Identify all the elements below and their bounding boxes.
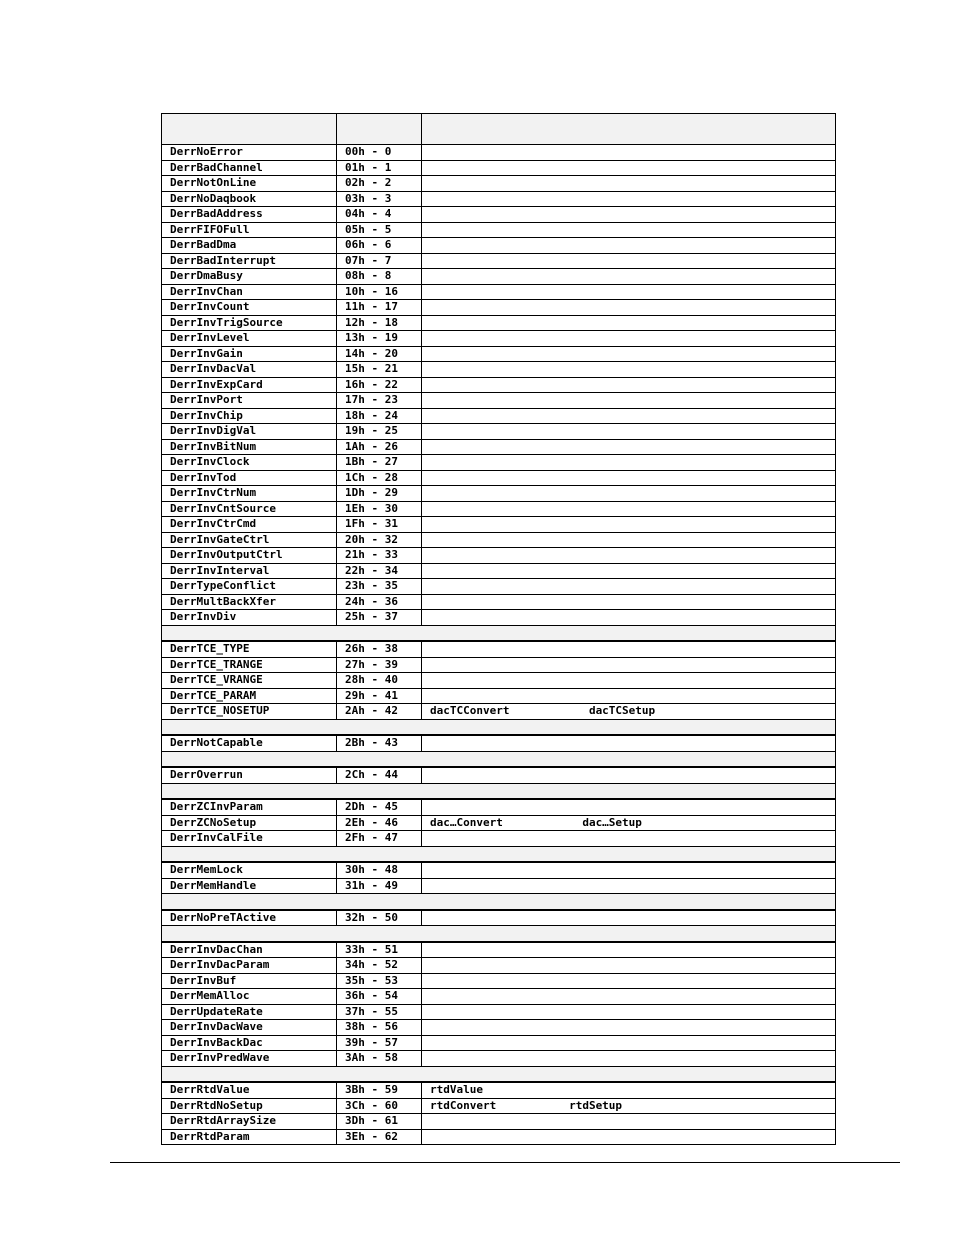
table-row [162,517,836,533]
error-code-cell: 1Ch - 28 [337,470,422,486]
error-name-cell: DerrInvTod [162,470,337,486]
table-row [162,377,836,393]
table-row [162,1051,836,1067]
error-description-cell [422,145,836,161]
error-name-cell: DerrMemAlloc [162,989,337,1005]
error-description-cell [422,408,836,424]
table-row [162,735,836,751]
error-code-cell: 11h - 17 [337,300,422,316]
table-row [162,238,836,254]
table-row [162,362,836,378]
error-description-cell [422,799,836,815]
error-description-cell [422,989,836,1005]
error-code-table [161,113,836,1145]
table-row [162,973,836,989]
error-code-cell: 18h - 24 [337,408,422,424]
error-code-cell: 36h - 54 [337,989,422,1005]
error-description-cell [422,300,836,316]
error-name-cell: DerrInvGain [162,346,337,362]
table-row [162,989,836,1005]
table-row [162,799,836,815]
table-row [162,1004,836,1020]
error-code-cell: 17h - 23 [337,393,422,409]
error-description-cell [422,160,836,176]
error-name-cell: DerrInvCtrCmd [162,517,337,533]
error-description-cell [422,942,836,958]
table-row [162,673,836,689]
table-row [162,207,836,223]
error-description-cell [422,1051,836,1067]
table-row [162,331,836,347]
error-code-cell: 05h - 5 [337,222,422,238]
error-code-cell: 3Ch - 60 [337,1098,422,1114]
error-description-cell [422,862,836,878]
error-code-cell: 29h - 41 [337,688,422,704]
table-row [162,160,836,176]
table-row [162,145,836,161]
table-row [162,910,836,926]
error-name-cell: DerrTCE_VRANGE [162,673,337,689]
table-row [162,393,836,409]
table-row [162,878,836,894]
error-description-cell [422,1114,836,1130]
error-code-cell: 13h - 19 [337,331,422,347]
error-description-cell [422,958,836,974]
error-name-cell: DerrNoPreTActive [162,910,337,926]
error-name-cell: DerrRtdValue [162,1082,337,1098]
error-description-cell [422,1020,836,1036]
table-row [162,594,836,610]
error-description-cell [422,176,836,192]
error-name-cell: DerrDmaBusy [162,269,337,285]
error-code-cell: 37h - 55 [337,1004,422,1020]
table-row [162,346,836,362]
table-row [162,532,836,548]
error-description-cell [422,767,836,783]
error-name-cell: DerrInvGateCtrl [162,532,337,548]
table-row [162,657,836,673]
error-name-cell: DerrTCE_PARAM [162,688,337,704]
error-description-cell [422,579,836,595]
group-separator-row [162,719,836,735]
error-code-cell: 39h - 57 [337,1035,422,1051]
error-description-cell [422,735,836,751]
table-row [162,831,836,847]
error-code-cell: 22h - 34 [337,563,422,579]
error-description-cell [422,470,836,486]
error-description-cell [422,594,836,610]
error-code-cell: 3Bh - 59 [337,1082,422,1098]
error-code-cell: 2Ch - 44 [337,767,422,783]
table-row [162,408,836,424]
error-name-cell: DerrNoDaqbook [162,191,337,207]
table-row [162,222,836,238]
error-name-cell: DerrInvLevel [162,331,337,347]
error-code-cell: 19h - 25 [337,424,422,440]
error-name-cell: DerrTCE_NOSETUP [162,704,337,720]
table-row [162,315,836,331]
error-name-cell: DerrInvPredWave [162,1051,337,1067]
table-row [162,958,836,974]
error-description-cell [422,377,836,393]
error-name-cell: DerrInvCount [162,300,337,316]
error-description-cell [422,673,836,689]
group-separator-row [162,1066,836,1082]
error-code-cell: 1Ah - 26 [337,439,422,455]
error-code-cell: 01h - 1 [337,160,422,176]
group-separator-cell [162,625,836,641]
error-name-cell: DerrNotCapable [162,735,337,751]
group-separator-cell [162,751,836,767]
error-code-cell: 23h - 35 [337,579,422,595]
error-name-cell: DerrNotOnLine [162,176,337,192]
error-name-cell: DerrInvPort [162,393,337,409]
error-name-cell: DerrInvInterval [162,563,337,579]
table-row [162,176,836,192]
table-row [162,424,836,440]
error-name-cell: DerrInvDacVal [162,362,337,378]
table-row [162,1035,836,1051]
table-row [162,815,836,831]
error-description-cell [422,269,836,285]
error-code-cell: 14h - 20 [337,346,422,362]
error-code-cell: 1Bh - 27 [337,455,422,471]
error-code-cell: 35h - 53 [337,973,422,989]
group-separator-row [162,751,836,767]
error-name-cell: DerrMemHandle [162,878,337,894]
table-row [162,1082,836,1098]
group-separator-row [162,846,836,862]
error-code-cell: 2Ah - 42 [337,704,422,720]
error-code-cell: 10h - 16 [337,284,422,300]
error-description-cell [422,455,836,471]
error-description-cell [422,878,836,894]
error-description-cell [422,1035,836,1051]
error-code-cell: 1Eh - 30 [337,501,422,517]
table-row [162,1098,836,1114]
table-row [162,284,836,300]
error-code-cell: 03h - 3 [337,191,422,207]
error-description-cell [422,610,836,626]
error-code-cell: 00h - 0 [337,145,422,161]
header-cell-description [422,114,836,145]
error-name-cell: DerrFIFOFull [162,222,337,238]
error-description-cell [422,253,836,269]
error-description-cell: dac…Convert dac…Setup [422,815,836,831]
error-code-cell: 21h - 33 [337,548,422,564]
error-name-cell: DerrInvOutputCtrl [162,548,337,564]
error-code-cell: 2Bh - 43 [337,735,422,751]
table-row [162,548,836,564]
error-name-cell: DerrOverrun [162,767,337,783]
error-code-cell: 06h - 6 [337,238,422,254]
error-description-cell [422,563,836,579]
error-name-cell: DerrInvCalFile [162,831,337,847]
error-name-cell: DerrInvClock [162,455,337,471]
error-description-cell [422,548,836,564]
error-description-cell [422,284,836,300]
error-code-cell: 3Ah - 58 [337,1051,422,1067]
error-description-cell [422,331,836,347]
error-code-cell: 1Fh - 31 [337,517,422,533]
error-code-cell: 26h - 38 [337,641,422,657]
error-table-body [162,114,836,1145]
error-name-cell: DerrNoError [162,145,337,161]
table-row [162,641,836,657]
error-name-cell: DerrInvDiv [162,610,337,626]
error-code-cell: 08h - 8 [337,269,422,285]
error-name-cell: DerrInvChip [162,408,337,424]
error-name-cell: DerrTCE_TYPE [162,641,337,657]
error-code-cell: 20h - 32 [337,532,422,548]
error-description-cell [422,641,836,657]
error-description-cell [422,346,836,362]
error-name-cell: DerrInvBackDac [162,1035,337,1051]
error-description-cell [422,657,836,673]
error-code-cell: 25h - 37 [337,610,422,626]
error-name-cell: DerrMultBackXfer [162,594,337,610]
error-name-cell: DerrInvBuf [162,973,337,989]
group-separator-row [162,894,836,910]
error-name-cell: DerrMemLock [162,862,337,878]
error-name-cell: DerrBadInterrupt [162,253,337,269]
error-code-cell: 27h - 39 [337,657,422,673]
error-description-cell [422,1129,836,1145]
group-separator-cell [162,1066,836,1082]
error-code-cell: 32h - 50 [337,910,422,926]
error-description-cell [422,517,836,533]
footer-rule [110,1162,900,1163]
error-description-cell [422,486,836,502]
error-description-cell [422,315,836,331]
table-row [162,1020,836,1036]
error-code-cell: 30h - 48 [337,862,422,878]
error-description-cell [422,831,836,847]
table-row [162,191,836,207]
error-name-cell: DerrZCInvParam [162,799,337,815]
group-separator-cell [162,894,836,910]
table-row [162,862,836,878]
table-row [162,269,836,285]
table-row [162,253,836,269]
group-separator-cell [162,783,836,799]
error-name-cell: DerrTypeConflict [162,579,337,595]
table-row [162,1114,836,1130]
error-name-cell: DerrTCE_TRANGE [162,657,337,673]
error-code-cell: 34h - 52 [337,958,422,974]
table-row [162,470,836,486]
table-row [162,486,836,502]
error-name-cell: DerrInvBitNum [162,439,337,455]
error-name-cell: DerrBadDma [162,238,337,254]
table-row [162,942,836,958]
error-description-cell [422,424,836,440]
table-header-row [162,114,836,145]
table-row [162,1129,836,1145]
table-row [162,563,836,579]
error-code-cell: 02h - 2 [337,176,422,192]
group-separator-cell [162,846,836,862]
group-separator-cell [162,719,836,735]
table-row [162,579,836,595]
error-description-cell [422,439,836,455]
error-description-cell [422,501,836,517]
error-description-cell: rtdConvert rtdSetup [422,1098,836,1114]
error-code-cell: 3Eh - 62 [337,1129,422,1145]
error-name-cell: DerrInvDacParam [162,958,337,974]
error-name-cell: DerrBadAddress [162,207,337,223]
error-code-cell: 07h - 7 [337,253,422,269]
table-row [162,610,836,626]
error-code-cell: 1Dh - 29 [337,486,422,502]
table-row [162,455,836,471]
error-code-cell: 2Fh - 47 [337,831,422,847]
error-description-cell: dacTCConvert dacTCSetup [422,704,836,720]
error-name-cell: DerrRtdParam [162,1129,337,1145]
error-name-cell: DerrZCNoSetup [162,815,337,831]
error-name-cell: DerrInvDacWave [162,1020,337,1036]
table-row [162,501,836,517]
table-row [162,767,836,783]
error-description-cell [422,910,836,926]
table-row [162,439,836,455]
error-code-cell: 2Eh - 46 [337,815,422,831]
error-name-cell: DerrInvDigVal [162,424,337,440]
error-name-cell: DerrRtdArraySize [162,1114,337,1130]
header-cell-name [162,114,337,145]
group-separator-row [162,625,836,641]
table-row [162,704,836,720]
error-code-cell: 31h - 49 [337,878,422,894]
error-code-cell: 3Dh - 61 [337,1114,422,1130]
error-name-cell: DerrInvChan [162,284,337,300]
error-code-cell: 24h - 36 [337,594,422,610]
header-cell-code [337,114,422,145]
error-description-cell [422,393,836,409]
group-separator-row [162,926,836,942]
error-description-cell [422,532,836,548]
error-code-cell: 12h - 18 [337,315,422,331]
error-description-cell [422,222,836,238]
error-description-cell [422,207,836,223]
error-name-cell: DerrInvDacChan [162,942,337,958]
error-name-cell: DerrInvTrigSource [162,315,337,331]
error-code-cell: 15h - 21 [337,362,422,378]
error-code-cell: 2Dh - 45 [337,799,422,815]
error-description-cell [422,191,836,207]
error-code-cell: 16h - 22 [337,377,422,393]
error-name-cell: DerrInvCtrNum [162,486,337,502]
group-separator-row [162,783,836,799]
table-row [162,300,836,316]
error-code-cell: 38h - 56 [337,1020,422,1036]
error-name-cell: DerrInvExpCard [162,377,337,393]
error-code-cell: 28h - 40 [337,673,422,689]
error-description-cell [422,973,836,989]
error-description-cell [422,688,836,704]
error-name-cell: DerrRtdNoSetup [162,1098,337,1114]
error-code-cell: 33h - 51 [337,942,422,958]
error-description-cell [422,238,836,254]
error-name-cell: DerrBadChannel [162,160,337,176]
group-separator-cell [162,926,836,942]
error-code-cell: 04h - 4 [337,207,422,223]
error-description-cell [422,362,836,378]
error-description-cell [422,1004,836,1020]
table-row [162,688,836,704]
error-name-cell: DerrUpdateRate [162,1004,337,1020]
error-name-cell: DerrInvCntSource [162,501,337,517]
error-description-cell: rtdValue [422,1082,836,1098]
